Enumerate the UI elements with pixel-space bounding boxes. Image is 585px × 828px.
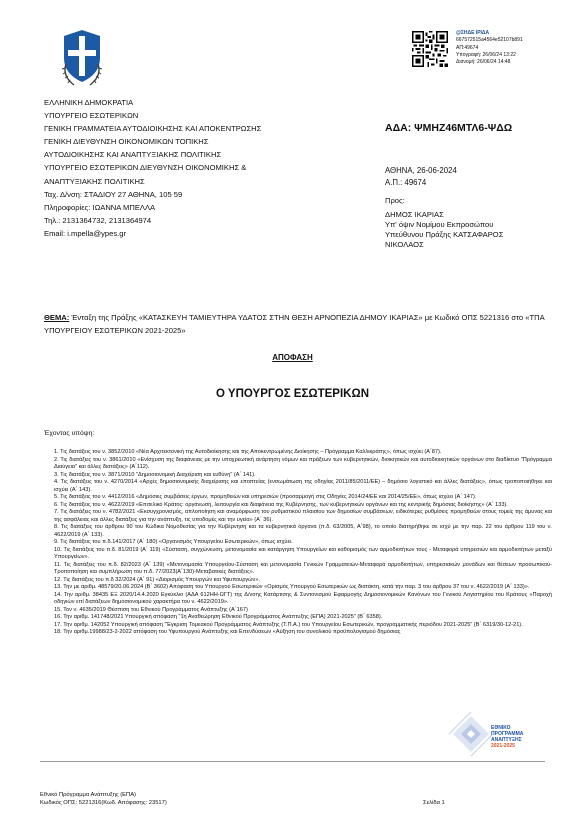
issuer-line: ΓΕΝΙΚΗ ΔΙΕΥΘΥΝΣΗ ΟΙΚΟΝΟΜΙΚΩΝ ΤΟΠΙΚΗΣ — [44, 137, 209, 147]
contact-person-line: Πληροφορίες: ΙΩΑΝΝΑ ΜΠΕΛΛΑ — [44, 202, 156, 212]
list-item: 5. Τις διατάξεις του ν. 4412/2016 «Δημόσιες συμβάσεις έργων, προμηθειών και υπηρεσιών (προσαρμογή στις Οδηγίες 2014/24/ΕΕ και 2014/25/ΕΕ», όπως ισχύει (Α΄ 147). — [54, 494, 477, 500]
subject-label: ΘΕΜΑ: — [44, 313, 70, 322]
footer-program: Εθνικό Πρόγραμμα Ανάπτυξης (ΕΠΑ) — [40, 792, 136, 798]
list-item: 4. Τις διατάξεις του ν. 4270/2014 «Αρχές δημοσιονομικής διαχείρισης και εποπτείας (ενσωμάτωση της οδηγίας 2011/85/2011/ΕΕ) – δημόσιο λογιστικό και άλλες διατάξεις», όπως τροποποιήθηκε και ισχύει (Α΄ 143). — [54, 479, 552, 493]
issuer-line: ΑΝΑΠΤΥΞΙΑΚΗΣ ΠΟΛΙΤΙΚΗΣ — [44, 176, 145, 186]
protocol-number: Α.Π.: 49674 — [385, 178, 427, 187]
recipient-line: ΔΗΜΟΣ ΙΚΑΡΙΑΣ — [385, 210, 444, 219]
page-number: Σελίδα 1 — [423, 800, 445, 806]
footer-code: Κωδικός ΟΠΣ: 5221316(Κωδ. Απόφασης: 23517) — [40, 799, 167, 806]
list-item: 11. Τις διατάξεις του π.δ. 82/2023 (Α΄ 139) «Μετονομασία Υπουργείου-Σύσταση και μετονομασία Γενικών Γραμματειών-Μεταφορά αρμοδιοτήτων, υπηρεσιακών μονάδων και θέσεων προσωπικού-Τροποποίηση και συμπλήρωση του π.δ. 77/2023(Α΄130)-Μεταβατικές διατάξεις». — [54, 561, 552, 575]
recipient-line: Υπ' όψιν Νομίμου Εκπροσώπου — [385, 220, 494, 229]
email-line: Email: i.mpella@ypes.gr — [44, 228, 126, 238]
list-item: 2. Τις διατάξεις του ν. 3861/2010 «Ενίσχυση της διαφάνειας με την υποχρεωτική ανάρτηση νόμων και πράξεων των κυβερνητικών, διοικητικών και αυτοδιοικητικών οργάνων στο διαδίκτυο "Πρόγραμμα Διαύγεια" και άλλες διατάξεις» (Α΄112). — [54, 456, 552, 470]
list-item: 10. Τις διατάξεις του π.δ. 81/2019 (Α΄ 119) «Σύσταση, συγχώνευση, μετονομασία και κατάργηση Υπουργείων και καθορισμός των αρμοδιοτήτων τους - Μεταφορά υπηρεσιών και αρμοδιοτήτων μεταξύ Υπουργείων». — [54, 546, 552, 560]
signature-distribution-date: Διανομή: 26/06/24 14:48 — [456, 59, 511, 66]
greek-state-emblem-icon — [60, 28, 104, 88]
digital-signature-box — [456, 30, 523, 66]
issuer-line: ΥΠΟΥΡΓΕΙΟ ΕΣΩΤΕΡΙΚΩΝ — [44, 111, 139, 121]
to-label: Προς: — [385, 196, 405, 205]
qr-code-icon — [412, 31, 448, 67]
place-date: ΑΘΗΝΑ, 26-06-2024 — [385, 166, 457, 175]
list-item: 13. Την με αριθμ. 48579/20.06.2024 (Β΄ 3602) Απόφαση του Υπουργού Εσωτερικών «Ορισμός Υπουργού Εσωτερικών ως διατάκτη, κατά την παρ. 3 του άρθρου 37 του ν. 4622/2019 (Α΄ 133)». — [54, 584, 530, 590]
epa-years: 2021-2025 — [491, 743, 515, 749]
list-item: 8. Τις διατάξεις του άρθρου 90 του Κώδικα Νομοθεσίας για την Κυβέρνηση και τα κυβερνητικά όργανα (π.δ. 63/2005, Α΄98), το οποίο διατηρήθηκε σε ισχύ με την παρ. 22 του άρθρου 119 του ν. 4622/2019 (Α΄ 133). — [54, 524, 552, 538]
recipient-block — [385, 196, 503, 250]
list-item: 12. Τις διατάξεις του π.δ 32/2024 (Α΄ 91) «Διορισμός Υπουργών και Υφυπουργών». — [54, 576, 261, 583]
epa-logo-text — [491, 725, 523, 749]
list-item: 14. Την αριθμ. 38435 ΕΞ 2020/14.4.2020 Εγκύκλιο (ΑΔΑ 612ΗΗ-ΩΓΤ) της Δ/νσης Κατάρτισης & Συντονισμού Εφαρμογής Δημοσιονομικών Κανόνων του Γενικού Λογιστηρίου του Κράτους «Παροχή οδηγιών επί διατάξεων δημοσιονομικού χαρακτήρα του ν. 4622/2019». — [54, 591, 552, 605]
recipient-line: ΝΙΚΟΛΑΟΣ — [385, 240, 424, 249]
issuer-line: ΥΠΟΥΡΓΕΙΟ ΕΣΩΤΕΡΙΚΩΝ ΔΙΕΥΘΥΝΣΗ ΟΙΚΟΝΟΜΙΚΗΣ & — [44, 163, 247, 173]
subject-paragraph — [44, 311, 549, 337]
epa-line: ΕΘΝΙΚΟ — [491, 725, 511, 731]
place-date-block — [385, 165, 457, 189]
signature-protocol: ΑΠ:49674 — [456, 44, 479, 51]
list-item: 3. Τις διατάξεις του ν. 3871/2010 "Δημοσιονομική Διαχείριση και ευθύνη" (Α΄ 141). — [54, 471, 256, 478]
recipient-line: Υπεύθυνου Πράξης ΚΑΤΣΑΦΑΡΟΣ — [385, 230, 504, 239]
list-item: 1. Τις διατάξεις του ν. 3852/2010 «Νέα Αρχιτεκτονική της Αυτοδιοίκησης και της Αποκεντρωμένης Διοίκησης – Πρόγραμμα Καλλικράτης», όπως ισχύει (Α΄87). — [54, 449, 442, 455]
list-item: 16. Την αριθμ. 141748/2021 Υπουργική απόφαση "1η Αναθεώρηση Εθνικού Προγράμματος Ανάπτυξης (ΕΠΑ) 2021-2025" (Β΄ 6358). — [54, 614, 383, 620]
iris-brand: @ΣΗΔΕ ΙΡΙΔΑ — [456, 30, 490, 36]
phone-line: Τηλ.: 2131364732, 2131364974 — [44, 215, 152, 225]
footer-divider — [40, 761, 545, 762]
list-item: 17. Την αριθμ. 142052 Υπουργική απόφαση "Έγκριση Τομεακού Προγράμματος Ανάπτυξης (Τ.Π.Α.) του Υπουργείου Εσωτερικών, προγραμματικής περιόδου 2021-2025" (Β΄ 6319/30-12-21). — [54, 621, 523, 628]
minister-title: Ο ΥΠΟΥΡΓΟΣ ΕΣΩΤΕΡΙΚΩΝ — [215, 388, 369, 400]
having-label: Έχοντας υπόψη: — [44, 430, 95, 437]
signature-signed-date: Υπογραφή: 26/06/24 13:22 — [456, 51, 516, 58]
ada-code: ΑΔΑ: ΨΜΗΖ46ΜΤΛ6-ΨΔΩ — [385, 122, 513, 134]
issuer-line: ΕΛΛΗΝΙΚΗ ΔΗΜΟΚΡΑΤΙΑ — [44, 98, 134, 107]
list-item: 9. Τις διατάξεις του π.δ.141/2017 (Α΄ 180) «Οργανισμός Υπουργείου Εσωτερικών», όπως ισχύει. — [54, 539, 293, 545]
issuer-line: ΑΥΤΟΔΙΟΙΚΗΣΗΣ ΚΑΙ ΑΝΑΠΤΥΞΙΑΚΗΣ ΠΟΛΙΤΙΚΗΣ — [44, 150, 222, 160]
list-item: 6. Τις διατάξεις του ν. 4622/2019 «Επιτελικό Κράτος: οργάνωση, λειτουργία και διαφάνεια της Κυβέρνησης, των κυβερνητικών οργάνων και της κεντρικής δημόσιας διοίκησης» (Α΄ 133). — [54, 501, 508, 508]
subject-text: Ένταξη της Πράξης «ΚΑΤΑΣΚΕΥΗ ΤΑΜΙΕΥΤΗΡΑ ΥΔΑΤΟΣ ΣΤΗΝ ΘΕΣΗ ΑΡΝΟΠΕΖΙΑ ΔΗΜΟΥ ΙΚΑΡΙΑΣ» με Κωδικό ΟΠΣ 5221316 στο «ΤΠΑ ΥΠΟΥΡΓΕΙΟΥ ΕΣΩΤΕΡΙΚΩΝ 2021-2025» — [44, 313, 545, 335]
list-item: 7. Τις διατάξεις του ν. 4782/2021 «Εκσυγχρονισμός, απλοποίηση και αναμόρφωση του ρυθμιστικού πλαισίου των δημοσίων συμβάσεων, ειδικότερες ρυθμίσεις προμηθειών στους τομείς της άμυνας και της ασφάλειας και άλλες διατάξεις για την ανάπτυξη, τις υποδομές και την υγεία» (Α΄ 36). — [54, 509, 552, 523]
epa-line: ΑΝΑΠΤΥΞΗΣ — [491, 737, 522, 743]
list-item: 15. Τον ν. 4635/2019 Θέσπιση του Εθνικού Προγράμματος Ανάπτυξης (Α΄167) — [54, 606, 248, 613]
issuer-line: ΓΕΝΙΚΗ ΓΡΑΜΜΑΤΕΙΑ ΑΥΤΟΔΙΟΙΚΗΣΗΣ ΚΑΙ ΑΠΟΚΕΝΤΡΩΣΗΣ — [44, 124, 262, 134]
footer — [40, 792, 167, 807]
considerations-list — [54, 449, 552, 637]
list-item: 18. Την αριθμ.19988/23-2-2022 απόφαση του Υφυπουργού Ανάπτυξης και Επενδύσεων «Αύξηση του συνολικού προϋπολογισμού δημόσιας — [54, 629, 401, 635]
address-line: Ταχ. Δ/νση: ΣΤΑΔΙΟΥ 27 ΑΘΗΝΑ, 105 59 — [44, 189, 183, 199]
issuer-header — [44, 96, 261, 240]
epa-line: ΠΡΟΓΡΑΜΜΑ — [491, 731, 524, 737]
decision-title: ΑΠΟΦΑΣΗ — [272, 353, 313, 362]
signature-code: 667572515a4564e52107b891 — [456, 37, 523, 44]
